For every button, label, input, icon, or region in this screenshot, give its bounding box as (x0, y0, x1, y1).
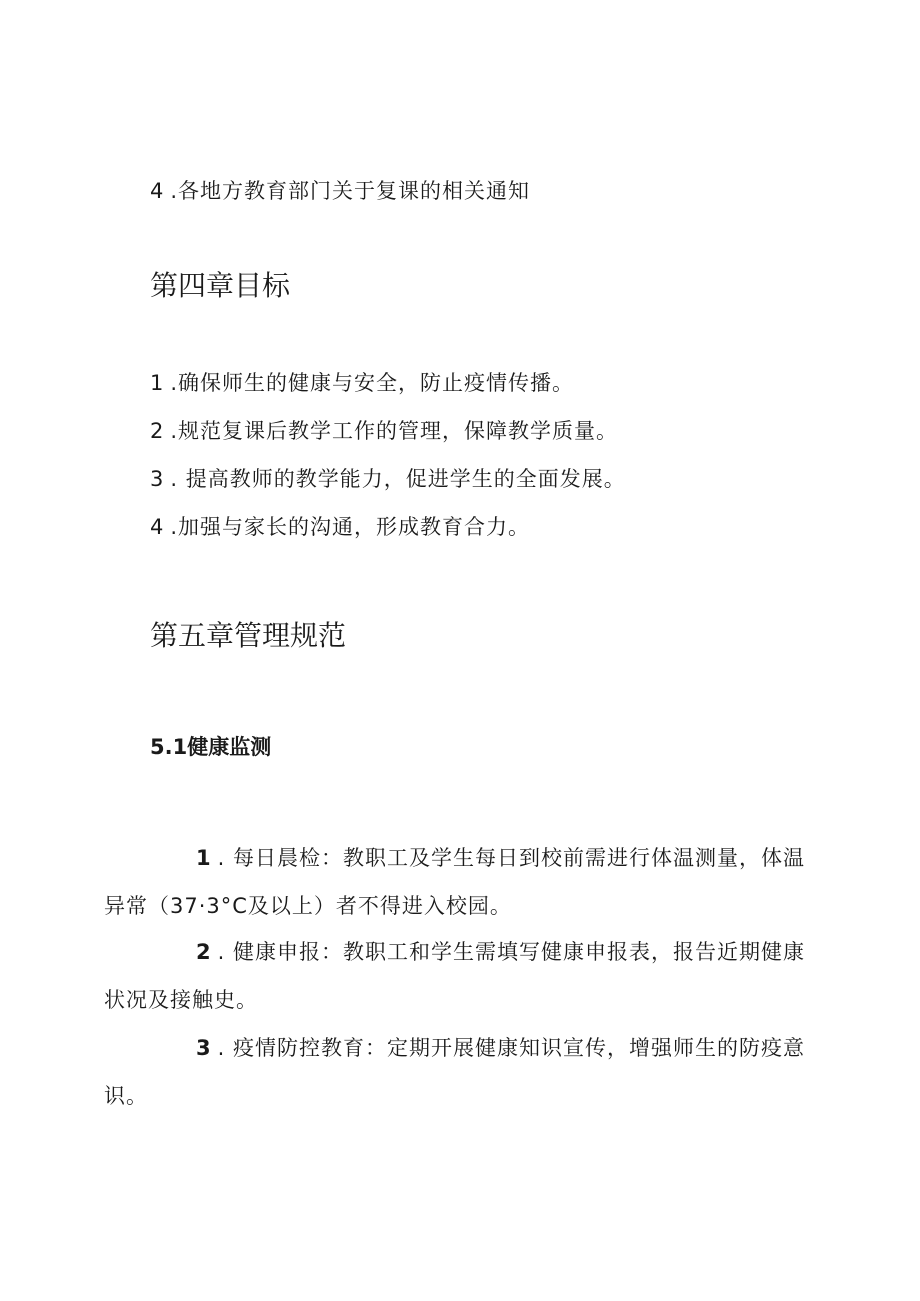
chapter-4-title: 第四章目标 (150, 269, 291, 302)
health-item-1-text: . 每日晨检：教职工及学生每日到校前需进行体温测量，体温异常（37·3°C及以上）者不得进入校园。 (104, 846, 805, 918)
section-5-1-number: 5.1 (150, 735, 188, 759)
health-item-3-number: 3 (196, 1036, 212, 1060)
goal-item-1-number: 1 (150, 371, 165, 395)
section-5-1-title: 健康监测 (187, 735, 272, 759)
basis-item-4-text: .各地方教育部门关于复课的相关通知 (170, 179, 531, 203)
section-5-1-heading (150, 732, 271, 762)
goal-item-3-text: . 提高教师的教学能力，促进学生的全面发展。 (170, 467, 626, 491)
goal-item-2 (150, 416, 618, 446)
health-item-2 (104, 928, 816, 1024)
health-item-1-number: 1 (196, 846, 212, 870)
goal-item-2-text: .规范复课后教学工作的管理，保障教学质量。 (170, 419, 619, 443)
goal-item-1 (150, 368, 574, 398)
goal-item-4 (150, 512, 530, 542)
goal-item-1-text: .确保师生的健康与安全，防止疫情传播。 (170, 371, 575, 395)
health-item-2-text: . 健康申报：教职工和学生需填写健康申报表，报告近期健康状况及接触史。 (104, 940, 805, 1012)
health-item-3 (104, 1024, 816, 1120)
goal-item-4-text: .加强与家长的沟通，形成教育合力。 (170, 515, 531, 539)
health-item-3-text: . 疫情防控教育：定期开展健康知识宣传，增强师生的防疫意识。 (104, 1036, 805, 1108)
basis-item-4 (150, 176, 530, 206)
chapter-5-title: 第五章管理规范 (150, 619, 347, 652)
health-item-1 (104, 834, 816, 930)
goal-item-2-number: 2 (150, 419, 165, 443)
goal-item-4-number: 4 (150, 515, 165, 539)
goal-item-3-number: 3 (150, 467, 165, 491)
basis-item-4-number: 4 (150, 179, 165, 203)
goal-item-3 (150, 464, 626, 494)
health-item-2-number: 2 (196, 940, 212, 964)
